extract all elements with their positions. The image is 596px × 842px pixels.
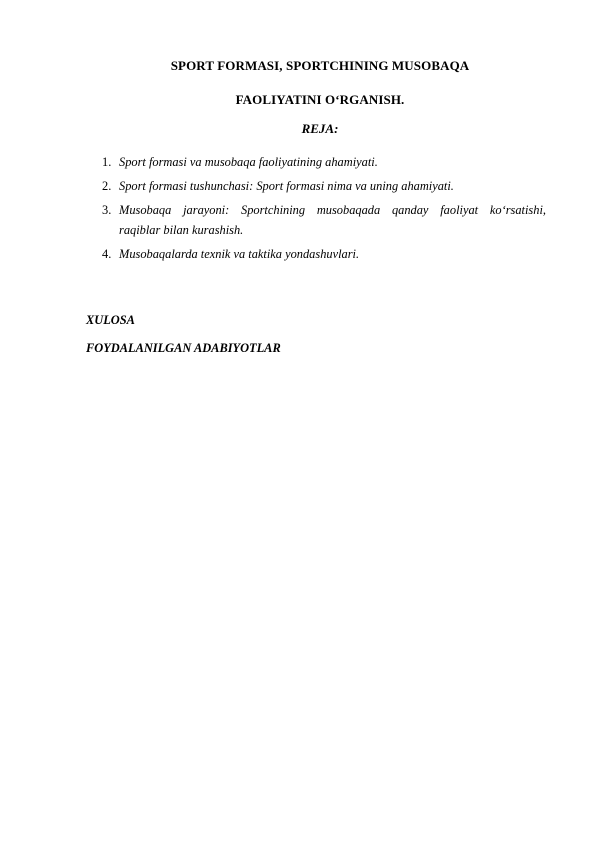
- document-title-line-2: FAOLIYATINI O‘RGANISH.: [235, 92, 405, 107]
- plan-item-3: [102, 200, 546, 240]
- plan-item-1: [102, 152, 546, 172]
- plan-item-number: 3.: [102, 203, 112, 217]
- plan-item-4: [102, 244, 546, 264]
- plan-item-number: 2.: [102, 179, 112, 193]
- plan-item-2: [102, 176, 546, 196]
- conclusion-heading: XULOSA: [86, 313, 135, 327]
- plan-item-text-line-2: raqiblar bilan kurashish.: [119, 223, 244, 237]
- plan-item-text: Sport formasi tushunchasi: Sport formasi nima va uning ahamiyati.: [119, 179, 454, 193]
- references-heading: FOYDALANILGAN ADABIYOTLAR: [86, 341, 281, 355]
- plan-item-text: Musobaqalarda texnik va taktika yondashuvlari.: [119, 247, 360, 261]
- plan-heading: REJA:: [301, 121, 339, 136]
- plan-item-text-line-1: Musobaqa jarayoni: Sportchining musobaqada qanday faoliyat ko‘rsatishi,: [119, 203, 546, 217]
- plan-item-text: [119, 200, 546, 240]
- plan-item-text: Sport formasi va musobaqa faoliyatining ahamiyati.: [119, 155, 378, 169]
- plan-item-number: 4.: [102, 247, 112, 261]
- plan-item-number: 1.: [102, 155, 112, 169]
- document-title-line-1: SPORT FORMASI, SPORTCHINING MUSOBAQA: [170, 58, 470, 73]
- plan-list: [102, 152, 546, 268]
